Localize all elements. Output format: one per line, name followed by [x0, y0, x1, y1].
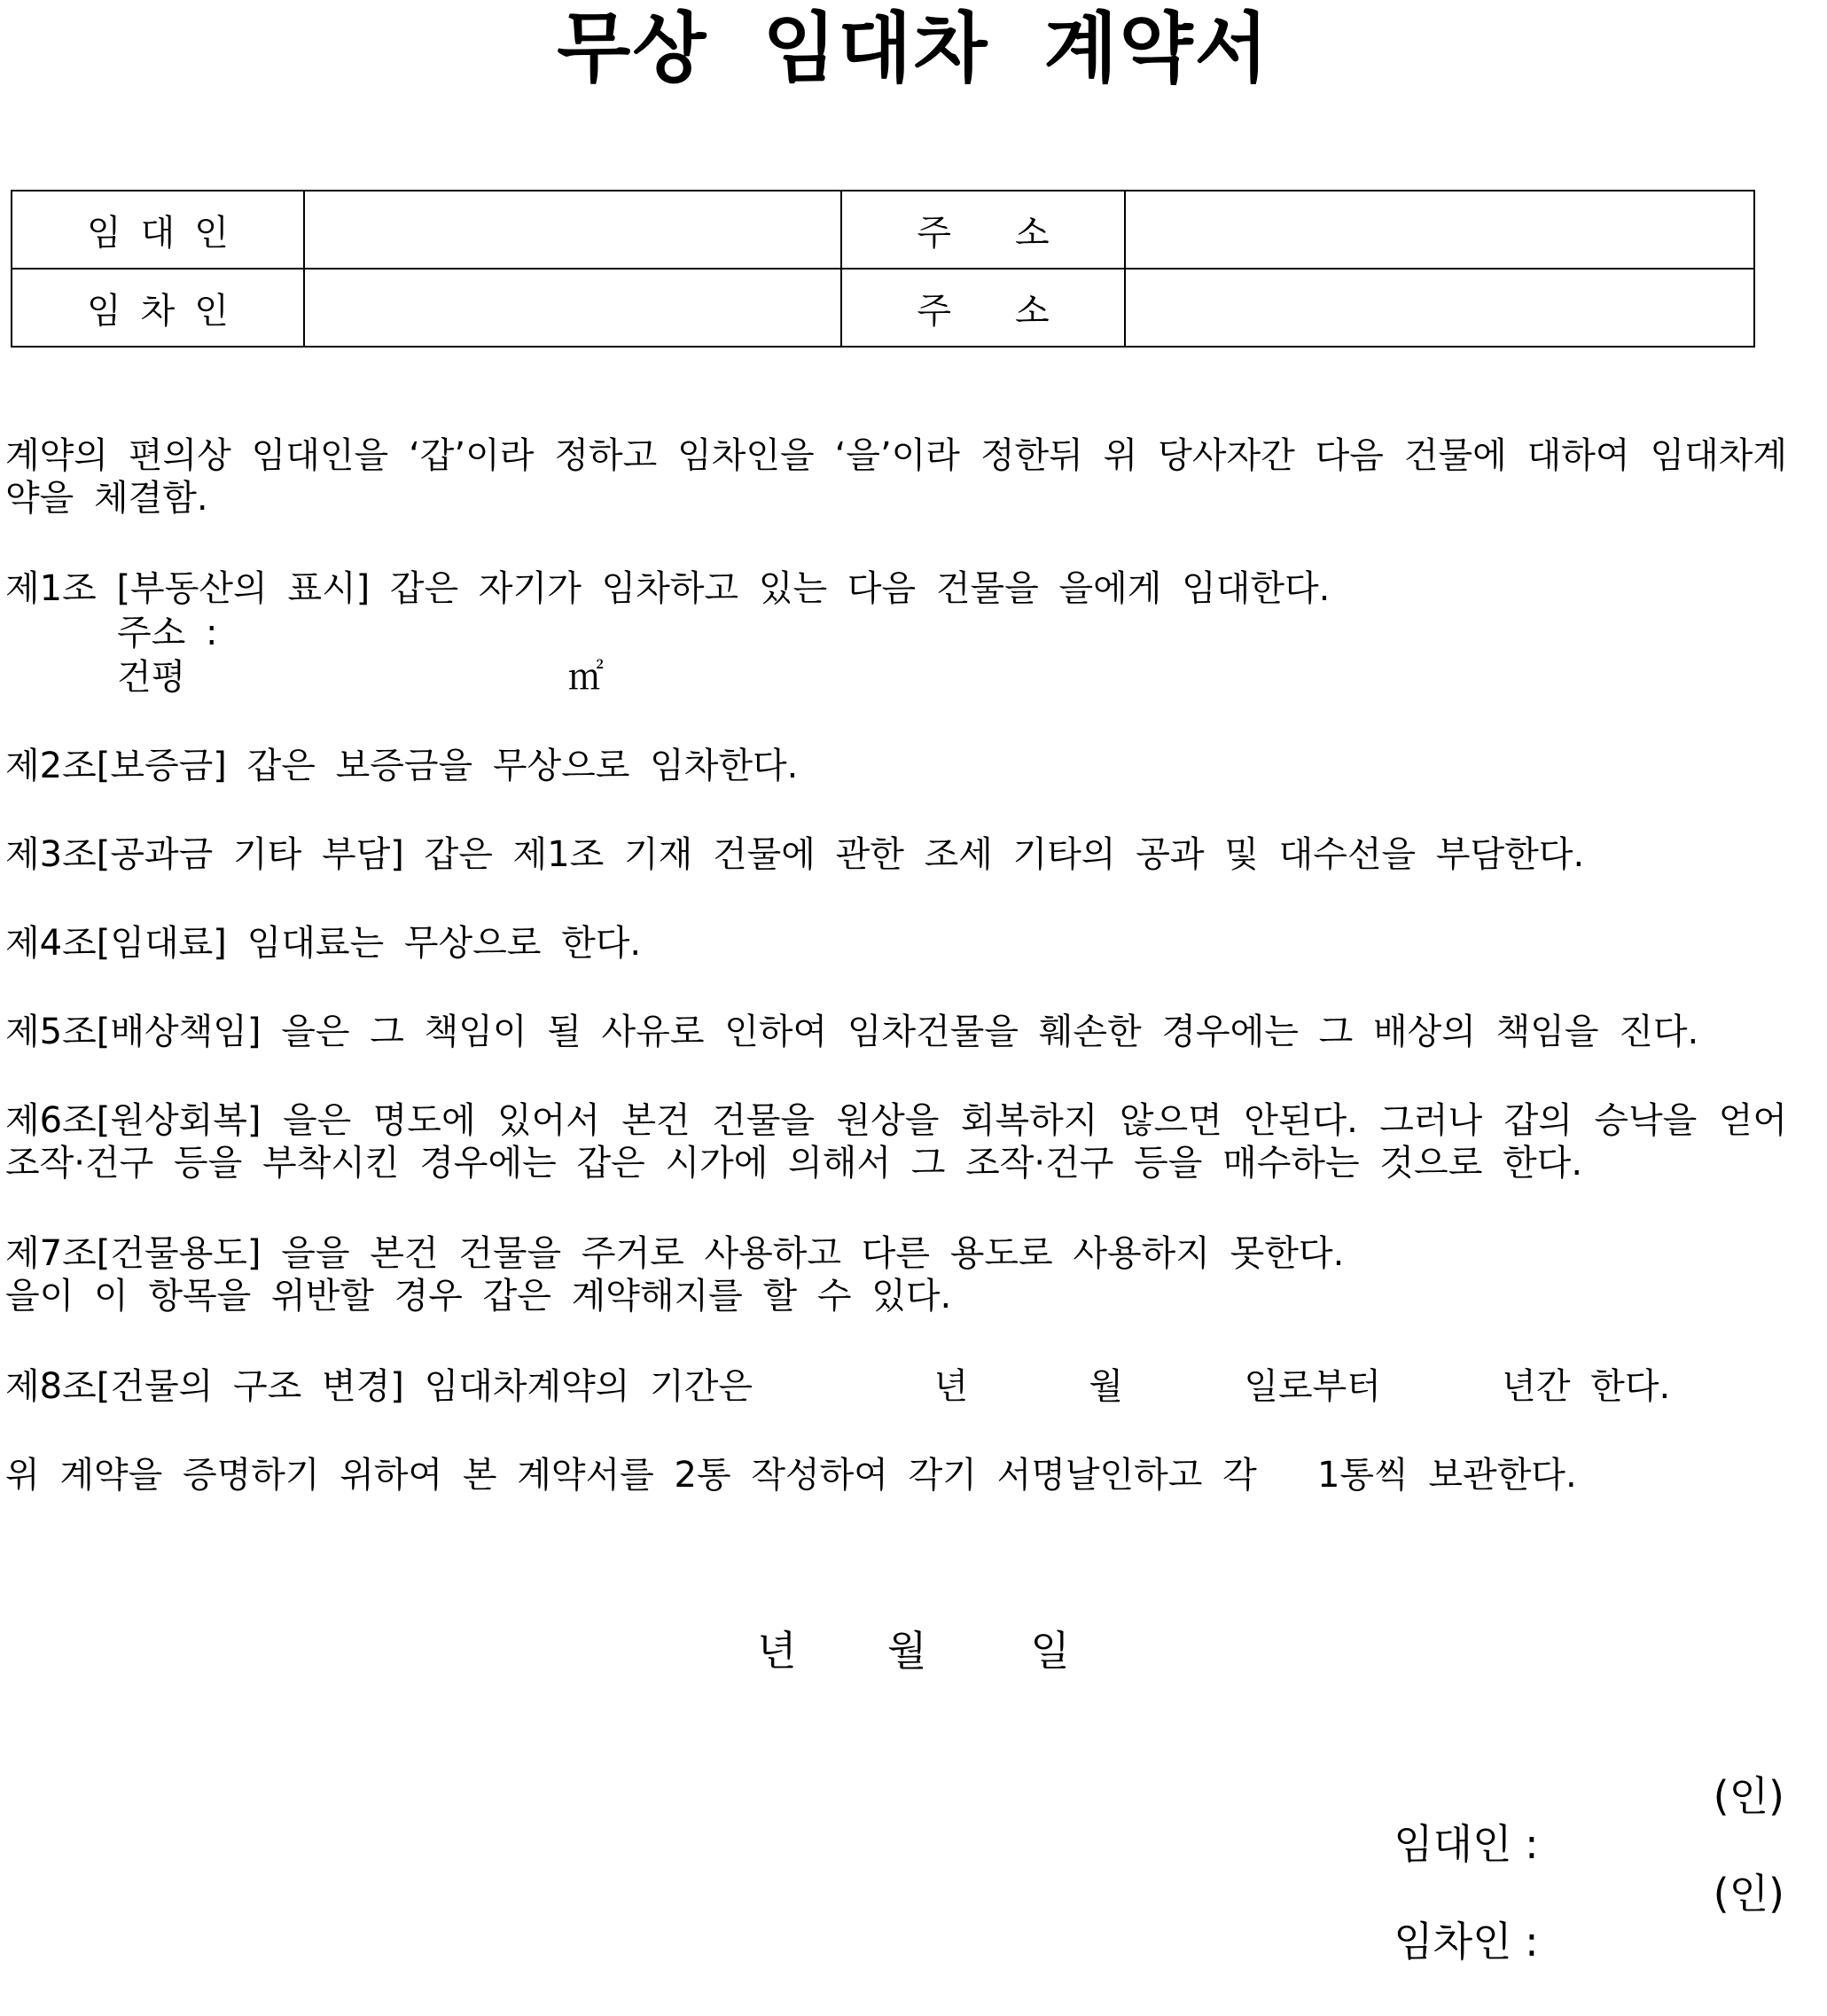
- article-1-area-line: 건평 ㎡: [117, 657, 604, 698]
- article-7-line-2: 을이 이 항목을 위반할 경우 갑은 계약해지를 할 수 있다.: [5, 1276, 952, 1317]
- parties-table: [11, 190, 1755, 348]
- lessor-name-field[interactable]: [304, 191, 841, 269]
- lessor-label: 임대인: [12, 191, 304, 269]
- lessor-seal: (인): [1713, 1772, 1784, 1820]
- contract-date: 년 월 일: [757, 1627, 1070, 1675]
- lessor-address-label: 주소: [841, 191, 1125, 269]
- table-row-lessee: [12, 269, 1754, 347]
- closing-statement: 위 계약을 증명하기 위하여 본 계약서를 2통 작성하여 각기 서명날인하고 각 1통씩 보관한다.: [5, 1455, 1577, 1496]
- lessee-address-label: 주소: [841, 269, 1125, 347]
- table-row-lessor: [12, 191, 1754, 269]
- lessor-address-field[interactable]: [1125, 191, 1754, 269]
- article-4: 제4조[임대료] 임대료는 무상으로 한다.: [5, 923, 642, 964]
- article-5: 제5조[배상책임] 을은 그 책임이 될 사유로 인하여 임차건물을 훼손한 경우에는 그 배상의 책임을 진다.: [5, 1012, 1699, 1052]
- article-1-address-line: 주소 :: [117, 613, 218, 653]
- lessee-name-field[interactable]: [304, 269, 841, 347]
- lessor-signature-label: 임대인 :: [1394, 1820, 1539, 1868]
- article-6: 제6조[원상회복] 을은 명도에 있어서 본건 건물을 원상을 회복하지 않으면 안된다. 그러나 갑의 승낙을 얻어 조작·건구 등을 부착시킨 경우에는 갑은 시가에 의해서 그 조작·건구 등을 매수하는 것으로 한다.: [5, 1100, 1807, 1184]
- intro-paragraph: 계약의 편의상 임대인을 ‘갑’이라 정하고 임차인을 ‘을’이라 정한뒤 위 당사자간 다음 건물에 대하여 임대차계약을 체결함.: [5, 435, 1787, 519]
- lessee-address-field[interactable]: [1125, 269, 1754, 347]
- article-1: 제1조 [부동산의 표시] 갑은 자기가 임차하고 있는 다음 건물을 을에게 임대한다.: [5, 568, 1331, 609]
- article-7-line-1: 제7조[건물용도] 을을 본건 건물을 주거로 사용하고 다른 용도로 사용하지 못한다.: [5, 1233, 1345, 1274]
- lessee-seal: (인): [1713, 1870, 1784, 1918]
- lessee-signature: [1368, 1862, 1784, 2016]
- article-8: 제8조[건물의 구조 변경] 임대차계약의 기간은 년 월 일로부터 년간 한다.: [5, 1366, 1671, 1407]
- lessee-label: 임차인: [12, 269, 304, 347]
- article-3: 제3조[공과금 기타 부담] 갑은 제1조 기재 건물에 관한 조세 기타의 공과 및 대수선을 부담한다.: [5, 834, 1585, 875]
- article-2: 제2조[보증금] 갑은 보증금을 무상으로 임차한다.: [5, 746, 799, 786]
- lessee-signature-label: 임차인 :: [1394, 1918, 1539, 1965]
- document-title: 무상 임대차 계약서: [557, 4, 1270, 93]
